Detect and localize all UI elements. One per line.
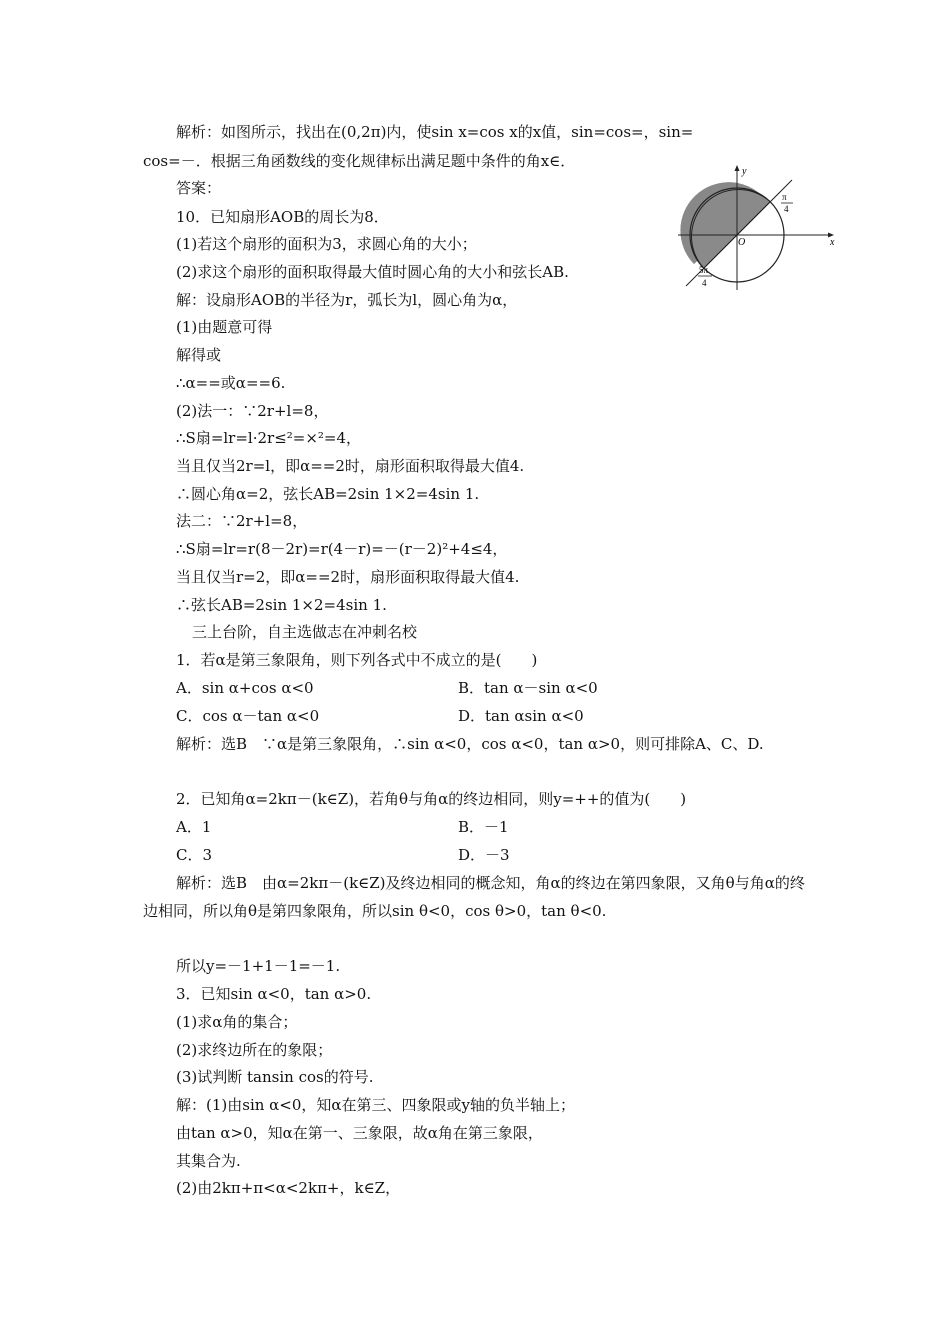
text-line: 其集合为.: [176, 1152, 241, 1170]
text-line: ∴圆心角α=2，弦长AB=2sin 1×2=4sin 1.: [176, 485, 480, 503]
text-line: (2)求终边所在的象限；: [176, 1041, 333, 1059]
option-b: B．tan α－sin α<0: [458, 679, 598, 697]
option-b: B．－1: [458, 818, 509, 836]
text-line: 解：(1)由sin α<0，知α在第三、四象限或y轴的负半轴上；: [176, 1096, 576, 1114]
question-1-analysis: 解析：选B ∵α是第三象限角，∴sin α<0，cos α<0，tan α>0，则可排除A、C、D.: [176, 735, 764, 753]
text-line: (1)求α角的集合；: [176, 1013, 298, 1031]
text-line: (2)法一：∵2r+l=8，: [176, 402, 329, 420]
question-1-stem: 1．若α是第三象限角，则下列各式中不成立的是( ): [176, 651, 538, 669]
option-a: A．1: [176, 818, 212, 836]
option-a: A．sin α+cos α<0: [176, 679, 314, 697]
section-heading: 三上台阶，自主选做志在冲刺名校: [192, 623, 418, 641]
option-d: D．－3: [458, 846, 510, 864]
option-c: C．3: [176, 846, 213, 864]
text-line: 由tan α>0，知α在第一、三象限，故α角在第三象限，: [176, 1124, 543, 1142]
text-line: 当且仅当2r=l，即α==2时，扇形面积取得最大值4.: [176, 457, 525, 475]
question-2-stem: 2．已知角α=2kπ－(k∈Z)，若角θ与角α的终边相同，则y=++的值为( ): [176, 790, 687, 808]
problem-10-title: 10．已知扇形AOB的周长为8．: [176, 208, 389, 226]
text-line: 解析：如图所示，找出在(0,2π)内，使sin x=cos x的x值，sin=cos=，sin=: [176, 123, 694, 141]
text-line: 所以y=－1+1－1=－1.: [176, 957, 341, 975]
option-d: D．tan αsin α<0: [458, 707, 584, 725]
text-line: ∴S扇=lr=l·2r≤²=×²=4，: [176, 429, 362, 447]
text-line: ∴α==或α==6.: [176, 374, 286, 392]
y-axis-arrow: [735, 165, 740, 171]
text-line: (3)试判断 tansin cos的符号.: [176, 1068, 374, 1086]
text-line: 法二：∵2r+l=8，: [176, 512, 308, 530]
text-line: (2)由2kπ+π<α<2kπ+，k∈Z，: [176, 1179, 401, 1197]
lower-angle-denominator: 4: [702, 278, 707, 288]
y-axis-label: y: [742, 166, 747, 177]
lower-angle-numerator: 5π: [699, 265, 709, 275]
text-line: ∴S扇=lr=r(8－2r)=r(4－r)=－(r－2)²+4≤4，: [176, 540, 508, 558]
upper-angle-denominator: 4: [784, 204, 789, 214]
text-line: 答案：: [176, 179, 222, 197]
x-axis-label: x: [830, 237, 835, 248]
text-line: ∴弦长AB=2sin 1×2=4sin 1.: [176, 596, 387, 614]
unit-circle-figure: [672, 162, 842, 294]
text-line: 当且仅当r=2，即α==2时，扇形面积取得最大值4.: [176, 568, 520, 586]
text-line: (1)由题意可得: [176, 318, 273, 336]
text-line: cos=－．根据三角函数线的变化规律标出满足题中条件的角x∈．: [143, 152, 576, 170]
question-2-analysis: 解析：选B 由α=2kπ－(k∈Z)及终边相同的概念知，角α的终边在第四象限，又角θ与角α的终边相同，所以角θ是第四象限角，所以sin θ<0，cos θ>0，tan θ<0.: [143, 874, 805, 920]
question-3-stem: 3．已知sin α<0，tan α>0.: [176, 985, 372, 1003]
origin-label: O: [738, 237, 746, 248]
upper-angle-numerator: π: [782, 192, 787, 202]
text-line: (1)若这个扇形的面积为3，求圆心角的大小；: [176, 235, 477, 253]
text-line: 解得或: [176, 346, 222, 364]
option-c: C．cos α－tan α<0: [176, 707, 320, 725]
text-line: (2)求这个扇形的面积取得最大值时圆心角的大小和弦长AB.: [176, 263, 569, 281]
text-line: 解：设扇形AOB的半径为r，弧长为l，圆心角为α，: [176, 291, 518, 309]
